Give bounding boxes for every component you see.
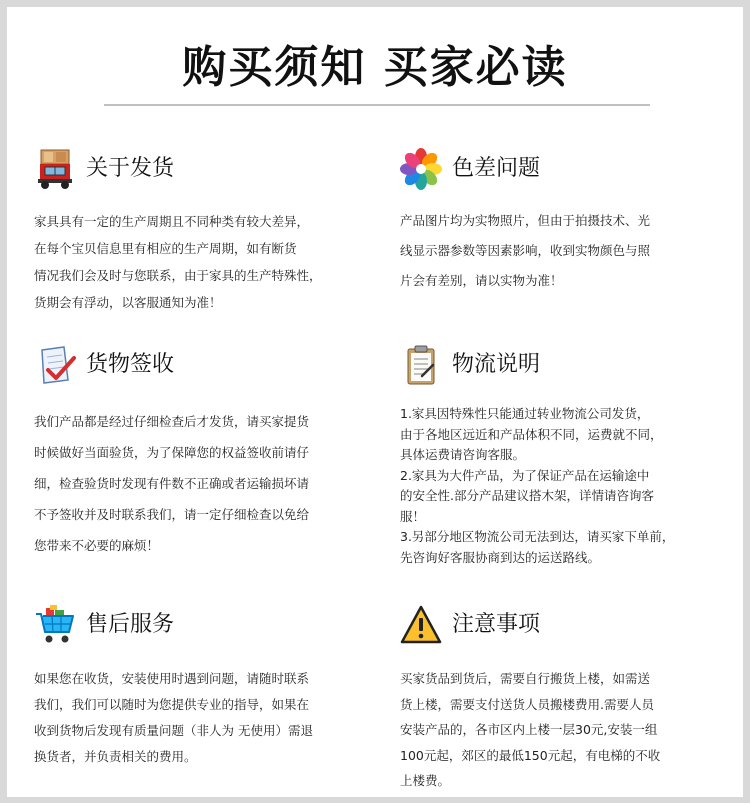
text-line: 的安全性.部分产品建议搭木架，详情请咨询客: [400, 488, 654, 503]
section-text: [34, 208, 374, 316]
text-line: 3.另部分地区物流公司无法到达，请买家下单前，: [400, 529, 675, 544]
section-text: [34, 666, 374, 770]
text-line: 家具具有一定的生产周期且不同种类有较大差异，: [34, 214, 310, 229]
text-line: 片会有差别，请以实物为准！: [400, 273, 563, 288]
text-line: 具体运费请咨询客服。: [400, 447, 526, 462]
delivery-truck-icon: [34, 148, 76, 190]
text-line: 上楼费。: [400, 773, 451, 788]
text-line: 不予签收并及时联系我们，请一定仔细检查以免给: [34, 507, 310, 522]
text-line: 如果您在收货，安装使用时遇到问题，请随时联系: [34, 671, 310, 686]
text-line: 货上楼，需要支付送货人员搬楼费用.需要人员: [400, 696, 654, 712]
section-title: 色差问题: [452, 156, 541, 181]
checklist-icon: [34, 344, 76, 386]
section-logistics: [400, 344, 740, 568]
text-line: 细，检查验货时发现有件数不正确或者运输损坏请: [34, 476, 310, 491]
text-line: 产品图片均为实物照片，但由于拍摄技术、光: [400, 213, 651, 228]
section-receipt: [34, 344, 374, 561]
text-line: 线显示器参数等因素影响，收到实物颜色与照: [400, 243, 651, 258]
text-line: 换货者，并负责相关的费用。: [34, 749, 197, 764]
section-notes: [400, 604, 740, 794]
page-title: 购买须知 买家必读: [182, 42, 568, 93]
section-text: [400, 404, 740, 568]
text-line: 先咨询好客服协商到达的运送路线。: [400, 549, 601, 565]
section-text: [34, 406, 374, 561]
section-shipping: [34, 148, 374, 316]
text-line: 我们，我们可以随时为您提供专业的指导，如果在: [34, 697, 310, 712]
text-line: 在每个宝贝信息里有相应的生产周期，如有断货: [34, 241, 297, 256]
section-title: 关于发货: [86, 156, 175, 181]
text-line: 买家货品到货后，需要自行搬货上楼，如需送: [400, 671, 651, 686]
title-divider: [104, 104, 650, 106]
warning-icon: [400, 604, 442, 646]
section-text: [400, 666, 740, 794]
color-wheel-icon: [400, 148, 442, 190]
text-line: 时候做好当面验货，为了保障您的权益签收前请仔: [34, 445, 310, 460]
section-color-difference: [400, 148, 740, 296]
text-line: 1.家具因特殊性只能通过转业物流公司发货，: [400, 406, 650, 421]
text-line: 服！: [400, 508, 426, 524]
clipboard-icon: [400, 344, 442, 386]
section-after-sales: [34, 604, 374, 770]
text-line: 100元起，郊区的最低150元起，有电梯的不收: [400, 747, 661, 763]
text-line: 2.家具为大件产品，为了保证产品在运输途中: [400, 467, 650, 483]
text-line: 由于各地区远近和产品体积不同，运费就不同，: [400, 426, 663, 442]
text-line: 我们产品都是经过仔细检查后才发货，请买家提货: [34, 414, 310, 429]
text-line: 情况我们会及时与您联系，由于家具的生产特殊性，: [34, 268, 322, 283]
section-title: 售后服务: [86, 612, 175, 637]
section-title: 货物签收: [86, 352, 175, 377]
shopping-cart-icon: [34, 604, 76, 646]
text-line: 安装产品的，各市区内上楼一层30元,安装一组: [400, 722, 658, 737]
section-title: 注意事项: [452, 612, 541, 637]
section-title: 物流说明: [452, 352, 541, 377]
text-line: 收到货物后发现有质量问题（非人为 无使用）需退: [34, 723, 313, 738]
text-line: 货期会有浮动，以客服通知为准！: [34, 295, 222, 310]
text-line: 您带来不必要的麻烦！: [34, 538, 160, 553]
section-text: [400, 206, 740, 296]
